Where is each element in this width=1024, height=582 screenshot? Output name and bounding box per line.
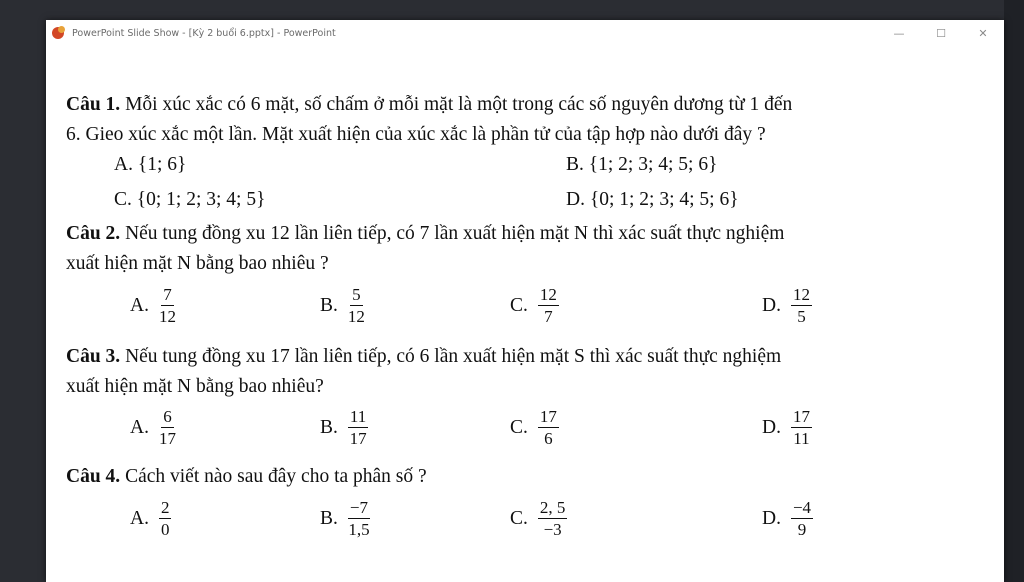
fraction [538,286,559,325]
slide-content[interactable] [46,46,1004,582]
question-3-label: Câu 3. [66,346,121,367]
option-letter: C. [510,507,528,529]
question-3-text-1: Nếu tung đồng xu 17 lần liên tiếp, có 6 lần xuất hiện mặt S thì xác suất thực nghiệm [120,346,782,367]
fraction [791,408,812,447]
powerpoint-icon [52,27,64,39]
option-letter: A. [130,294,149,316]
question-2-line-2: xuất hiện mặt N bằng bao nhiêu ? [66,253,329,274]
denominator: 12 [347,307,365,326]
question-1-option-b: B. {1; 2; 3; 4; 5; 6} [566,154,718,175]
window-title: PowerPoint Slide Show - [Kỳ 2 buổi 6.pptx] - PowerPoint [72,27,336,39]
numerator: 5 [352,285,361,304]
minimize-button[interactable]: — [893,26,905,40]
option-letter: C. [510,416,528,438]
fraction [348,408,368,447]
denominator: 0 [160,520,170,539]
question-1-line-1 [66,94,792,116]
option-letter: A. [130,507,149,529]
question-1-option-c: C. {0; 1; 2; 3; 4; 5} [114,189,266,210]
question-4-option-d [762,499,813,538]
denominator: 11 [793,429,810,448]
denominator: −3 [543,520,562,539]
numerator: 12 [539,285,557,304]
numerator: 7 [163,285,172,304]
numerator: −7 [349,498,368,517]
question-1-option-a: A. {1; 6} [114,154,187,175]
option-letter: B. [320,294,338,316]
question-4-option-a [130,499,171,538]
fraction [159,408,176,447]
question-1-text-1: Mỗi xúc xắc có 6 mặt, số chấm ở mỗi mặt là một trong các số nguyên dương từ 1 đến [120,94,793,115]
question-4-line-1 [66,466,427,488]
fraction [159,286,176,325]
fraction [348,286,365,325]
denominator: 9 [797,520,807,539]
option-letter: D. [762,416,781,438]
question-4-option-c [510,499,567,538]
denominator: 12 [158,307,176,326]
question-1-line-2: 6. Gieo xúc xắc một lần. Mặt xuất hiện của xúc xắc là phần tử của tập hợp nào dưới đây ? [66,124,766,145]
question-2-option-a [130,286,176,325]
close-button[interactable]: ✕ [978,26,988,40]
fraction [791,499,813,538]
question-2-option-d [762,286,812,325]
question-2-text-1: Nếu tung đồng xu 12 lần liên tiếp, có 7 lần xuất hiện mặt N thì xác suất thực nghiệm [120,223,785,244]
fraction [538,499,568,538]
denominator: 6 [544,429,553,448]
question-3-line-1 [66,346,781,368]
question-3-line-2: xuất hiện mặt N bằng bao nhiêu? [66,376,324,397]
title-bar [46,20,1004,46]
numerator: 12 [792,285,810,304]
denominator: 1,5 [348,520,370,539]
denominator: 17 [349,429,367,448]
fraction [348,499,370,538]
maximize-button[interactable]: ☐ [936,26,946,40]
question-3-option-a [130,408,176,447]
question-4-option-b [320,499,370,538]
question-3-option-d [762,408,812,447]
numerator: 11 [349,407,367,426]
numerator: 17 [792,407,810,426]
denominator: 7 [544,307,553,326]
question-4-label: Câu 4. [66,466,121,487]
question-4-text-1: Cách viết nào sau đây cho ta phân số ? [120,466,427,487]
powerpoint-window [46,20,1004,582]
denominator: 5 [797,307,806,326]
option-letter: C. [510,294,528,316]
denominator: 17 [158,429,176,448]
background-edge [1004,0,1024,582]
numerator: 6 [163,407,172,426]
option-letter: B. [320,416,338,438]
question-2-line-1 [66,223,784,245]
fraction [791,286,812,325]
question-1-option-d: D. {0; 1; 2; 3; 4; 5; 6} [566,189,739,210]
numerator: 17 [539,407,557,426]
question-2-option-c [510,286,559,325]
option-letter: B. [320,507,338,529]
numerator: 2 [160,498,170,517]
window-controls [878,20,1004,46]
fraction [159,499,172,538]
option-letter: A. [130,416,149,438]
numerator: 2, 5 [539,498,566,517]
numerator: −4 [792,498,812,517]
question-3-option-c [510,408,559,447]
option-letter: D. [762,294,781,316]
question-2-option-b [320,286,365,325]
question-2-label: Câu 2. [66,223,121,244]
fraction [538,408,559,447]
option-letter: D. [762,507,781,529]
question-1-label: Câu 1. [66,94,121,115]
question-3-option-b [320,408,368,447]
